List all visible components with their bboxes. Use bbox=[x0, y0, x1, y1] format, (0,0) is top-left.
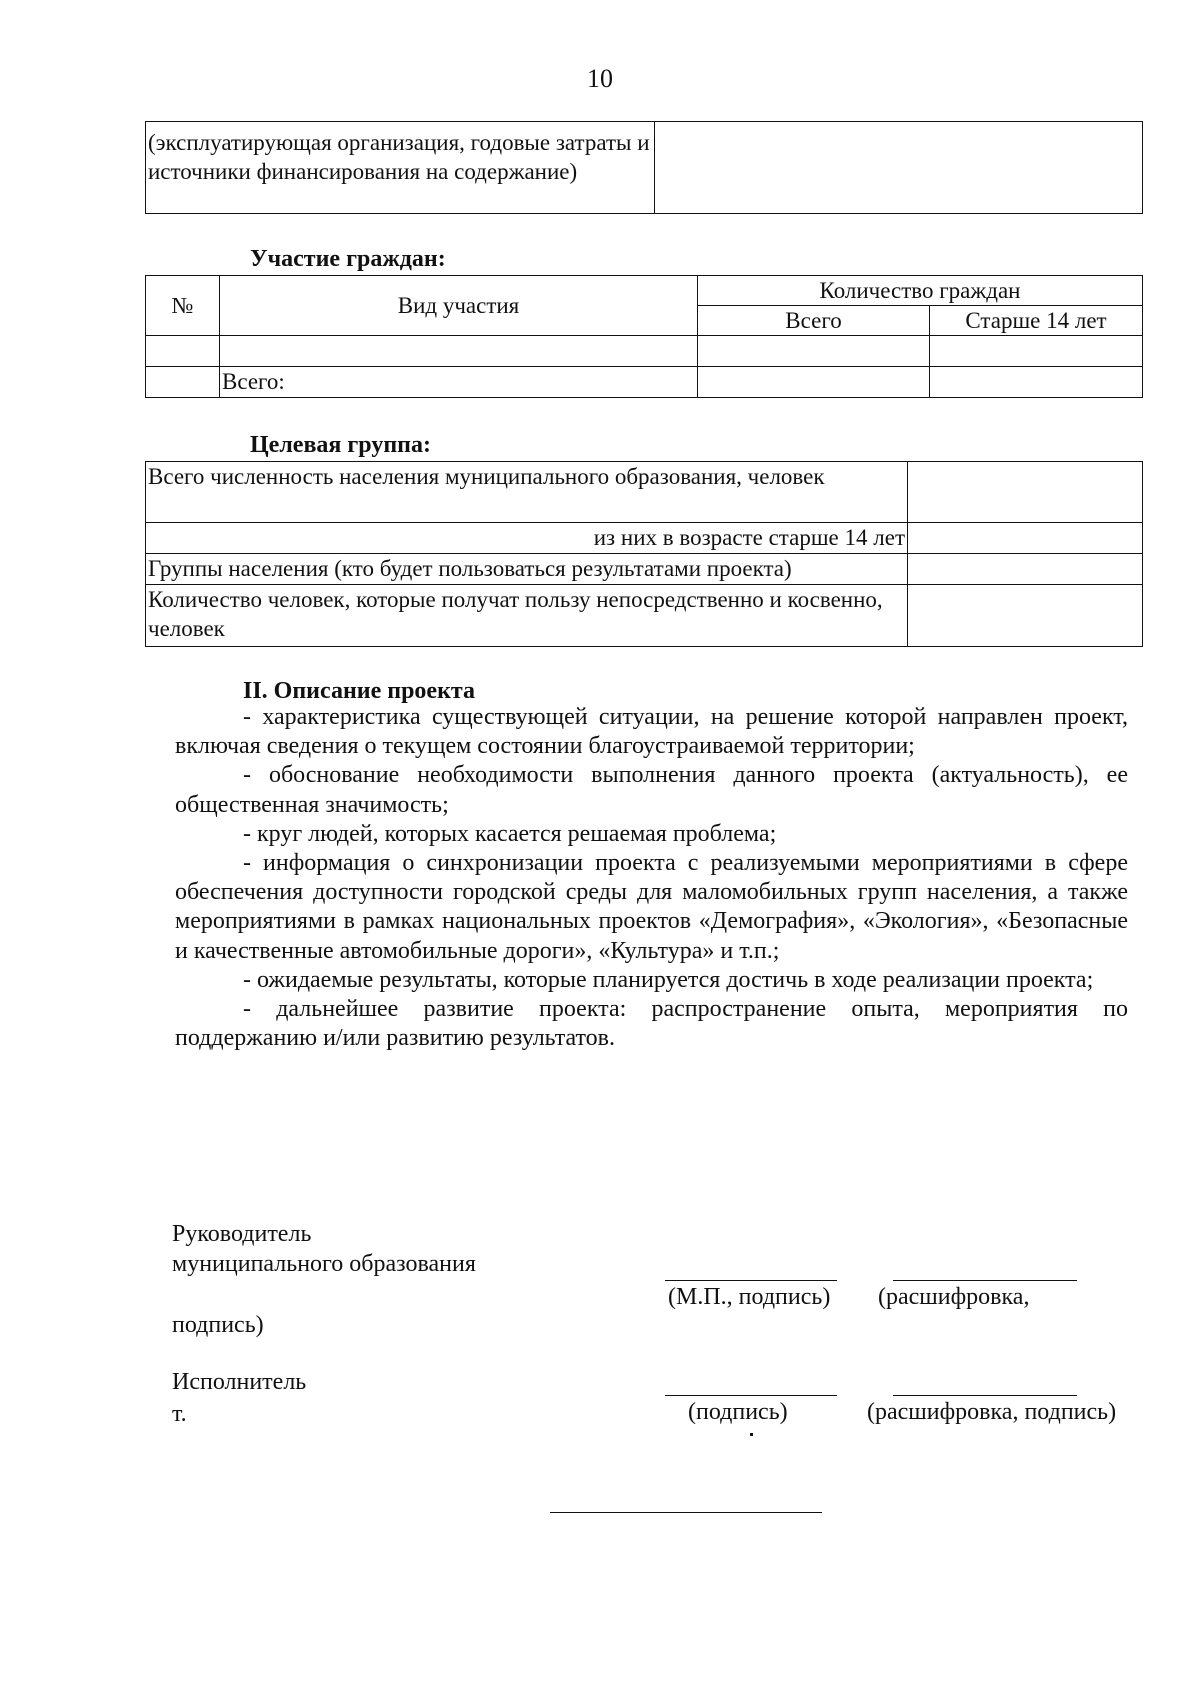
total-all-cell bbox=[698, 367, 930, 398]
head-title-line2: муниципального образования bbox=[172, 1251, 476, 1277]
operator-table bbox=[145, 121, 1143, 214]
head-title-line1: Руководитель bbox=[172, 1221, 312, 1247]
head-decode-line bbox=[893, 1280, 1077, 1281]
row-over14-cell bbox=[930, 336, 1143, 367]
page-number: 10 bbox=[587, 64, 613, 93]
description-title: II. Описание проекта bbox=[243, 678, 475, 704]
executor-label: Исполнитель bbox=[172, 1369, 307, 1395]
description-body bbox=[175, 703, 1128, 1053]
total-row bbox=[146, 367, 1143, 398]
total-number-cell bbox=[146, 367, 220, 398]
target-row-value bbox=[908, 585, 1143, 647]
row-type-cell bbox=[220, 336, 698, 367]
col-over14-header: Старше 14 лет bbox=[930, 306, 1143, 336]
description-item: - круг людей, которых касается решаемая проблема; bbox=[243, 820, 777, 847]
executor-decode-caption: (расшифровка, подпись) bbox=[867, 1399, 1117, 1425]
total-row-label: Всего: bbox=[220, 367, 698, 398]
description-item: - дальнейшее развитие проекта: распространение опыта, мероприятия по поддержанию и/или развитию результатов. bbox=[175, 996, 1128, 1052]
target-row-value bbox=[908, 554, 1143, 585]
target-row-label: Количество человек, которые получат пользу непосредственно и косвенно, человек bbox=[146, 585, 908, 647]
table-row bbox=[146, 585, 1143, 647]
head-decode-caption-cont: подпись) bbox=[172, 1312, 264, 1338]
head-signature-line bbox=[665, 1280, 837, 1281]
target-row-value bbox=[908, 462, 1143, 523]
col-type-header: Вид участия bbox=[220, 276, 698, 336]
head-decode-caption: (расшифровка, bbox=[878, 1284, 1030, 1310]
col-count-header: Количество граждан bbox=[698, 276, 1143, 306]
target-row-label: Всего численность населения муниципального образования, человек bbox=[146, 462, 908, 523]
description-item: - ожидаемые результаты, которые планируется достичь в ходе реализации проекта; bbox=[243, 966, 1094, 993]
executor-decode-line bbox=[893, 1395, 1077, 1396]
participation-title: Участие граждан: bbox=[250, 246, 446, 272]
end-of-document-line bbox=[550, 1512, 822, 1513]
participation-table bbox=[145, 275, 1143, 398]
description-item: - обоснование необходимости выполнения данного проекта (актуальность), ее общественная значимость; bbox=[175, 762, 1128, 818]
target-row-value bbox=[908, 523, 1143, 554]
row-total-cell bbox=[698, 336, 930, 367]
table-row bbox=[146, 523, 1143, 554]
total-over14-cell bbox=[930, 367, 1143, 398]
operator-value bbox=[655, 122, 1143, 214]
stray-mark bbox=[750, 1433, 753, 1436]
operator-label: (эксплуатирующая организация, годовые затраты и источники финансирования на содержание) bbox=[146, 122, 655, 214]
table-row bbox=[146, 462, 1143, 523]
executor-sign-caption: (подпись) bbox=[688, 1399, 788, 1425]
table-row bbox=[146, 336, 1143, 367]
table-row bbox=[146, 554, 1143, 585]
target-row-label: Группы населения (кто будет пользоваться результатами проекта) bbox=[146, 554, 908, 585]
row-number-cell bbox=[146, 336, 220, 367]
col-number-header: № bbox=[146, 276, 220, 336]
description-item: - информация о синхронизации проекта с реализуемыми мероприятиями в сфере обеспечения доступности городской среды для маломобильных групп населения, а также мероприятиями в рамках национальных проектов «Демография», «Экология», «Безопасные и качественные автомобильные дороги», «Культура» и т.п.; bbox=[175, 850, 1128, 964]
col-total-header: Всего bbox=[698, 306, 930, 336]
target-group-title: Целевая группа: bbox=[250, 432, 431, 458]
description-item: - характеристика существующей ситуации, на решение которой направлен проект, включая сведения о текущем состоянии благоустраиваемой территории; bbox=[175, 704, 1128, 760]
executor-phone: т. bbox=[172, 1401, 187, 1427]
target-group-table bbox=[145, 461, 1143, 647]
executor-signature-line bbox=[665, 1395, 837, 1396]
head-sign-caption: (М.П., подпись) bbox=[668, 1284, 831, 1310]
target-row-label: из них в возрасте старше 14 лет bbox=[146, 523, 908, 554]
